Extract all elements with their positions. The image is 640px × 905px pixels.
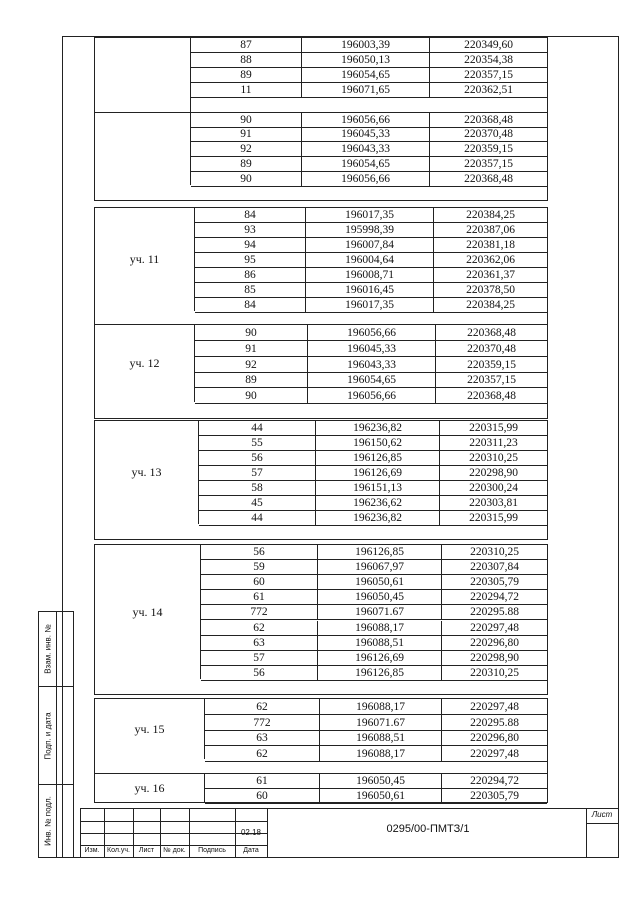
coord-y: 220297,48 xyxy=(441,621,547,635)
coord-x: 196056,66 xyxy=(307,325,435,340)
point-number: 11 xyxy=(240,84,252,96)
coord-x: 196126,69 xyxy=(317,651,441,665)
coord-x: 196054,65 xyxy=(301,157,429,171)
coord-y: 220362,51 xyxy=(429,83,547,97)
point-number: 90 xyxy=(245,389,257,402)
table-row xyxy=(191,172,547,187)
coord-y: 220294,72 xyxy=(441,774,547,788)
table-row xyxy=(205,715,547,731)
coord-y: 220303,81 xyxy=(439,496,547,510)
stamp-header-doc: № док. xyxy=(163,847,186,854)
sheet-label: Лист xyxy=(591,810,613,819)
coord-y: 220294,72 xyxy=(441,590,547,604)
table-row xyxy=(199,511,547,526)
coord-x: 196050,61 xyxy=(319,789,441,803)
stamp-header-izm: Изм. xyxy=(84,847,100,854)
coord-x: 196236,82 xyxy=(315,511,439,525)
table-row xyxy=(199,466,547,481)
point-number: 60 xyxy=(253,576,265,588)
coord-y: 220368,48 xyxy=(435,325,547,340)
table-row xyxy=(205,789,547,804)
stamp-header-kol: Кол.уч. xyxy=(107,847,130,854)
point-number: 92 xyxy=(245,358,257,371)
spacer-row xyxy=(95,187,547,202)
coord-group xyxy=(94,420,548,540)
spacer-row xyxy=(95,98,547,113)
group-label: уч. 14 xyxy=(95,545,201,679)
coord-y: 220297,48 xyxy=(441,699,547,714)
coord-x: 196088,17 xyxy=(319,746,441,761)
point-number: 88 xyxy=(240,54,252,66)
coord-x: 196056,66 xyxy=(301,113,429,127)
point-number: 772 xyxy=(253,716,271,729)
point-number: 61 xyxy=(256,775,268,787)
group-label: уч. 15 xyxy=(95,699,205,759)
sidebar-sign-date xyxy=(39,687,73,785)
coord-group xyxy=(94,324,548,419)
coord-x: 196126,69 xyxy=(315,466,439,480)
coord-y: 220315,99 xyxy=(439,511,547,525)
point-number: 57 xyxy=(253,652,265,664)
coord-x: 196236,82 xyxy=(315,421,439,435)
coord-x: 196050,61 xyxy=(317,575,441,589)
table-row xyxy=(195,253,547,268)
point-number: 89 xyxy=(240,69,252,81)
group-label: уч. 16 xyxy=(95,774,205,802)
table-row xyxy=(201,621,547,636)
table-row xyxy=(205,699,547,715)
point-number: 59 xyxy=(253,561,265,573)
point-number: 91 xyxy=(240,128,252,140)
coord-y: 220368,48 xyxy=(429,113,547,127)
coord-y: 220354,38 xyxy=(429,53,547,67)
coord-y: 220310,25 xyxy=(441,545,547,559)
coord-x: 196071.67 xyxy=(319,715,441,730)
coord-y: 220368,48 xyxy=(429,172,547,186)
point-number: 84 xyxy=(244,209,256,221)
table-row xyxy=(191,68,547,83)
coord-x: 196150,62 xyxy=(315,436,439,450)
coord-y: 220359,15 xyxy=(429,142,547,156)
coord-x: 196045,33 xyxy=(301,127,429,141)
coord-y: 220310,25 xyxy=(439,451,547,465)
sidebar-inv-original xyxy=(39,785,73,857)
coord-y: 220387,06 xyxy=(433,223,547,237)
coord-y: 220298,90 xyxy=(439,466,547,480)
table-row xyxy=(201,575,547,590)
point-number: 772 xyxy=(250,606,268,618)
coord-y: 220368,48 xyxy=(435,388,547,403)
point-number: 84 xyxy=(244,299,256,311)
spacer-row xyxy=(95,404,547,420)
coord-y: 220381,18 xyxy=(433,238,547,252)
coord-y: 220357,15 xyxy=(435,372,547,387)
coord-x: 196003,39 xyxy=(301,38,429,52)
point-number: 57 xyxy=(251,467,263,479)
table-row xyxy=(201,560,547,575)
point-number: 94 xyxy=(244,239,256,251)
point-number: 62 xyxy=(253,622,265,634)
coord-x: 196050,45 xyxy=(317,590,441,604)
point-number: 89 xyxy=(245,373,257,386)
table-row xyxy=(195,283,547,298)
coord-y: 220305,79 xyxy=(441,789,547,803)
coord-y: 220305,79 xyxy=(441,575,547,589)
coord-y: 220310,25 xyxy=(441,666,547,680)
coord-x: 196043,33 xyxy=(301,142,429,156)
point-number: 89 xyxy=(240,158,252,170)
stamp-header-list: Лист xyxy=(138,847,155,854)
table-row xyxy=(191,113,547,128)
group-label: уч. 11 xyxy=(95,208,195,311)
coord-y: 220370,48 xyxy=(435,341,547,356)
coord-y: 220370,48 xyxy=(429,127,547,141)
group-label: уч. 13 xyxy=(95,421,199,524)
coord-y: 220297,48 xyxy=(441,746,547,761)
coord-y: 220307,84 xyxy=(441,560,547,574)
table-row xyxy=(195,268,547,283)
title-block xyxy=(80,808,619,858)
coord-x: 196043,33 xyxy=(307,357,435,372)
table-row xyxy=(199,481,547,496)
point-number: 63 xyxy=(253,637,265,649)
point-number: 56 xyxy=(253,667,265,679)
coord-x: 195998,39 xyxy=(305,223,433,237)
coord-x: 196056,66 xyxy=(307,388,435,403)
table-row xyxy=(199,421,547,436)
table-row xyxy=(199,436,547,451)
coord-y: 220349,60 xyxy=(429,38,547,52)
document-code: 0295/00-ПМТЗ/1 xyxy=(386,823,470,835)
coord-y: 220357,15 xyxy=(429,68,547,82)
point-number: 92 xyxy=(240,143,252,155)
spacer-row xyxy=(95,526,547,541)
point-number: 58 xyxy=(251,482,263,494)
sidebar-replace-inv-label: Взам. инв. № xyxy=(43,624,53,674)
coord-x: 196088,17 xyxy=(317,621,441,635)
point-number: 44 xyxy=(251,512,263,524)
table-row xyxy=(205,730,547,746)
coord-y: 220315,99 xyxy=(439,421,547,435)
stamp-header-date: Дата xyxy=(243,847,259,854)
point-number: 56 xyxy=(253,546,265,558)
sidebar-inv-original-label: Инв. № подл. xyxy=(43,796,53,846)
point-number: 85 xyxy=(244,284,256,296)
table-row xyxy=(195,298,547,313)
point-number: 55 xyxy=(251,437,263,449)
coord-y: 220311,23 xyxy=(439,436,547,450)
table-row xyxy=(205,746,547,762)
coord-x: 196017,35 xyxy=(305,298,433,312)
table-row xyxy=(201,605,547,620)
table-row xyxy=(201,590,547,605)
coord-x: 196054,65 xyxy=(301,68,429,82)
stamp-header-sign: Подпись xyxy=(198,847,226,854)
table-row xyxy=(195,341,547,357)
coord-group xyxy=(94,698,548,776)
table-row xyxy=(201,651,547,666)
table-row xyxy=(191,38,547,53)
coord-x: 196008,71 xyxy=(305,268,433,282)
point-number: 87 xyxy=(240,39,252,51)
coord-x: 196067,97 xyxy=(317,560,441,574)
table-row xyxy=(201,636,547,651)
sidebar-sign-date-label: Подп. и дата xyxy=(43,711,53,760)
coord-x: 196050,45 xyxy=(319,774,441,788)
table-row xyxy=(195,223,547,238)
coord-y: 220378,50 xyxy=(433,283,547,297)
approval-sidebar xyxy=(38,611,74,858)
coord-x: 196017,35 xyxy=(305,208,433,222)
table-row xyxy=(199,496,547,511)
point-number: 62 xyxy=(256,747,268,760)
coord-x: 196126,85 xyxy=(315,451,439,465)
coord-x: 196151,13 xyxy=(315,481,439,495)
coord-x: 196126,85 xyxy=(317,666,441,680)
coord-group xyxy=(94,37,548,201)
coord-y: 220295.88 xyxy=(441,715,547,730)
table-row xyxy=(191,83,547,98)
coord-y: 220298,90 xyxy=(441,651,547,665)
table-row xyxy=(201,545,547,560)
point-number: 44 xyxy=(251,422,263,434)
point-number: 90 xyxy=(240,173,252,185)
coord-y: 220361,37 xyxy=(433,268,547,282)
coord-group xyxy=(94,773,548,803)
table-row xyxy=(191,53,547,68)
coord-y: 220295.88 xyxy=(441,605,547,619)
coord-x: 196056,66 xyxy=(301,172,429,186)
table-row xyxy=(195,238,547,253)
table-row xyxy=(205,774,547,789)
coord-y: 220362,06 xyxy=(433,253,547,267)
coord-y: 220359,15 xyxy=(435,357,547,372)
table-row xyxy=(195,208,547,223)
coord-x: 196016,45 xyxy=(305,283,433,297)
coord-y: 220384,25 xyxy=(433,298,547,312)
table-row xyxy=(195,372,547,388)
coord-x: 196088,51 xyxy=(319,730,441,745)
coord-y: 220357,15 xyxy=(429,157,547,171)
coord-x: 196004,64 xyxy=(305,253,433,267)
point-number: 86 xyxy=(244,269,256,281)
table-row xyxy=(191,127,547,142)
table-row xyxy=(195,388,547,404)
table-row xyxy=(195,357,547,373)
point-number: 90 xyxy=(240,114,252,126)
point-number: 95 xyxy=(244,254,256,266)
spacer-row xyxy=(95,681,547,696)
group-label: уч. 12 xyxy=(95,325,195,402)
coord-x: 196045,33 xyxy=(307,341,435,356)
sidebar-replace-inv xyxy=(39,612,73,687)
coord-x: 196071.67 xyxy=(317,605,441,619)
table-row xyxy=(195,325,547,341)
coord-y: 220384,25 xyxy=(433,208,547,222)
point-number: 45 xyxy=(251,497,263,509)
coord-group xyxy=(94,207,548,327)
point-number: 62 xyxy=(256,700,268,713)
coord-x: 196007,84 xyxy=(305,238,433,252)
point-number: 63 xyxy=(256,731,268,744)
point-number: 60 xyxy=(256,790,268,802)
coord-x: 196071,65 xyxy=(301,83,429,97)
coord-x: 196054,65 xyxy=(307,372,435,387)
stamp-date-value: 02.18 xyxy=(240,828,262,837)
coord-x: 196088,51 xyxy=(317,636,441,650)
table-row xyxy=(201,666,547,681)
point-number: 90 xyxy=(245,326,257,339)
coord-x: 196050,13 xyxy=(301,53,429,67)
coord-group xyxy=(94,544,548,695)
coord-x: 196126,85 xyxy=(317,545,441,559)
coord-y: 220300,24 xyxy=(439,481,547,495)
coord-y: 220296,80 xyxy=(441,636,547,650)
table-row xyxy=(199,451,547,466)
point-number: 61 xyxy=(253,591,265,603)
table-row xyxy=(191,157,547,172)
coord-x: 196088,17 xyxy=(319,699,441,714)
table-row xyxy=(191,142,547,157)
point-number: 91 xyxy=(245,342,257,355)
coord-y: 220296,80 xyxy=(441,730,547,745)
coord-x: 196236,62 xyxy=(315,496,439,510)
point-number: 93 xyxy=(244,224,256,236)
point-number: 56 xyxy=(251,452,263,464)
